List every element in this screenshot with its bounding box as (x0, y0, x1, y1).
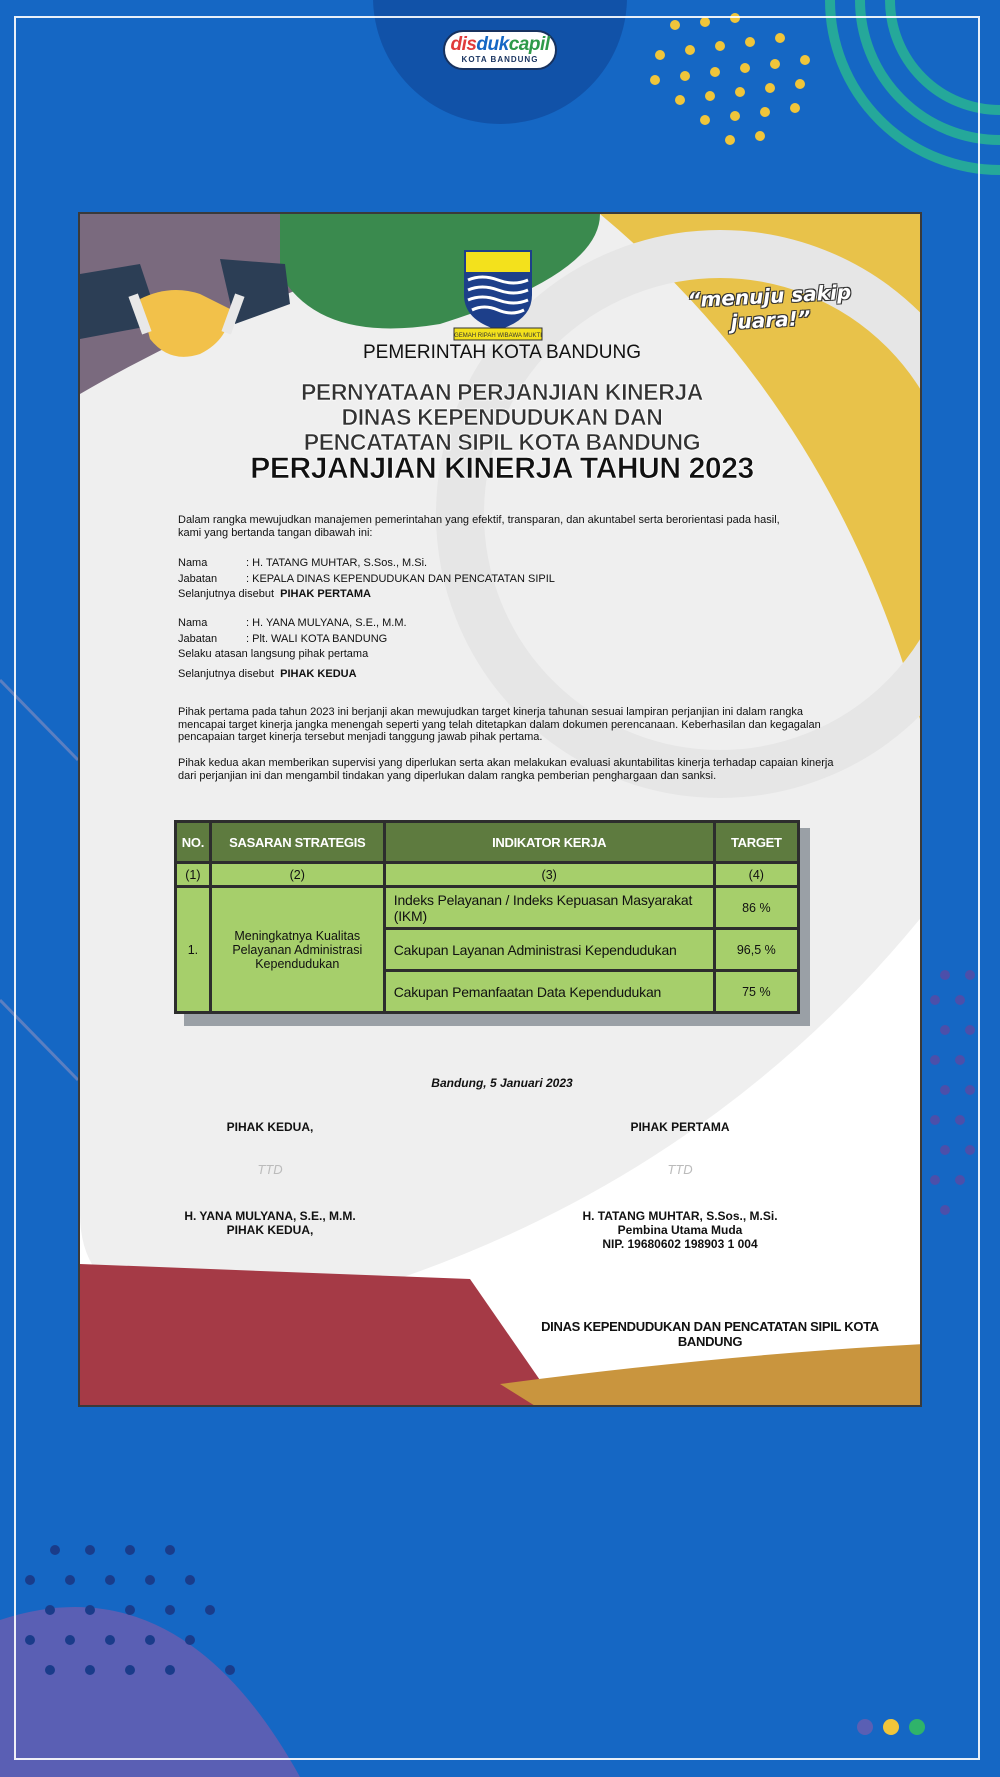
signature-name: H. TATANG MUHTAR, S.Sos., M.Si. (582, 1209, 778, 1223)
role-note: Selaku atasan langsung pihak pertama (178, 648, 369, 660)
signature-nip: NIP. 19680602 198903 1 004 (602, 1237, 758, 1251)
emblem-motto: GEMAH RIPAH WIBAWA MUKTI (454, 333, 542, 339)
numbering-cell: (1) (176, 863, 211, 887)
signature-placeholder: TTD (257, 1162, 283, 1177)
signature-role: PIHAK KEDUA, (226, 1120, 314, 1134)
numbering-cell: (4) (714, 863, 798, 887)
signature-name: H. YANA MULYANA, S.E., M.M. (184, 1209, 356, 1223)
signature-role: PIHAK PERTAMA (630, 1120, 730, 1134)
party-two-block (178, 616, 407, 663)
logo-subtitle: KOTA BANDUNG (461, 55, 539, 64)
target-cell: 75 % (714, 971, 798, 1013)
name-value: : H. TATANG MUHTAR, S.Sos., M.Si. (246, 557, 428, 569)
numbering-cell: (2) (210, 863, 384, 887)
intro-paragraph: Dalam rangka mewujudkan manajemen pemerintahan yang efektif, transparan, dan akuntabel serta berorientasi pada hasil, kami yang bertanda tangan dibawah ini: (178, 514, 780, 539)
name-label: Nama (178, 557, 208, 569)
target-cell: 86 % (714, 887, 798, 929)
pihak-kedua-label: PIHAK KEDUA (280, 668, 357, 680)
title-line-3: PENCATATAN SIPIL KOTA BANDUNG (303, 429, 701, 455)
tagline: “menuju sakip juara!” (686, 279, 852, 335)
paragraph-one: Pihak pertama pada tahun 2023 ini berjanji akan mewujudkan target kinerja tahunan sesuai lampiran perjanjian ini dalam rangka mencapai target kinerja jangka menengah seperti yang telah ditetapkan dalam dokumen perencanaan. Keberhasilan dan kegagalan pencapaian target kinerja tersebut menjadi tanggung jawab pihak pertama. (178, 706, 821, 743)
table-numbering-row (176, 863, 799, 887)
header-sasaran: SASARAN STRATEGIS (210, 822, 384, 863)
performance-table (174, 820, 800, 1014)
header-indikator: INDIKATOR KERJA (384, 822, 714, 863)
name-label: Nama (178, 617, 208, 629)
position-label: Jabatan (178, 632, 218, 645)
header-no: NO. (176, 822, 211, 863)
paragraph-two: Pihak kedua akan memberikan supervisi yang diperlukan serta akan melakukan evaluasi akuntabilitas kinerja terhadap capaian kinerja dari perjanjian ini dan mengambil tindakan yang diperlukan dalam rangka pemberian penghargaan dan sanksi. (178, 757, 834, 782)
numbering-cell: (3) (384, 863, 714, 887)
indikator-cell: Cakupan Layanan Administrasi Kependudukan (384, 929, 714, 971)
row-number: 1. (176, 887, 211, 1013)
party-two-referred: Selanjutnya disebut PIHAK KEDUA (178, 668, 357, 680)
party-one-block: Nama : H. TATANG MUHTAR, S.Sos., M.Si. Jabatan : KEPALA DINAS KEPENDUDUKAN DAN PENCATATAN SIPIL Selanjutnya disebut PIHAK PERTAMA (178, 557, 555, 600)
signature-right (520, 1120, 840, 1251)
position-value: : Plt. WALI KOTA BANDUNG (246, 632, 388, 645)
title-line-1: PERNYATAAN PERJANJIAN KINERJA (300, 379, 704, 405)
indikator-cell: Indeks Pelayanan / Indeks Kepuasan Masyarakat (IKM) (384, 887, 714, 929)
government-name: PEMERINTAH KOTA BANDUNG (363, 342, 641, 363)
footer-organization: DINAS KEPENDUDUKAN DAN PENCATATAN SIPIL KOTA BANDUNG (541, 1319, 879, 1349)
position-value: : KEPALA DINAS KEPENDUDUKAN DAN PENCATATAN SIPIL (246, 572, 555, 585)
agreement-document (78, 212, 922, 1407)
signature-left (140, 1120, 400, 1237)
sasaran-cell: Meningkatnya Kualitas Pelayanan Administrasi Kependudukan (210, 887, 384, 1013)
header-target: TARGET (714, 822, 798, 863)
logo-wordmark: disdukcapil (450, 34, 550, 55)
indikator-cell: Cakupan Pemanfaatan Data Kependudukan (384, 971, 714, 1013)
red-bottom-shape (80, 1264, 560, 1407)
table-row (176, 887, 799, 929)
signature-placeholder: TTD (667, 1162, 693, 1177)
table-header-row (176, 822, 799, 863)
gold-bottom-shape (500, 1344, 922, 1407)
signature-rank: Pembina Utama Muda (617, 1223, 743, 1237)
title-line-4: PERJANJIAN KINERJA TAHUN 2023 (250, 452, 754, 485)
target-cell: 96,5 % (714, 929, 798, 971)
signature-role-repeat: PIHAK KEDUA, (226, 1223, 314, 1237)
title-line-2: DINAS KEPENDUDUKAN DAN (341, 404, 663, 430)
name-value: : H. YANA MULYANA, S.E., M.M. (246, 617, 407, 629)
disdukcapil-logo (443, 30, 557, 70)
position-label: Jabatan (178, 572, 218, 585)
pihak-pertama-label: PIHAK PERTAMA (280, 588, 371, 600)
place-date: Bandung, 5 Januari 2023 (431, 1076, 573, 1090)
